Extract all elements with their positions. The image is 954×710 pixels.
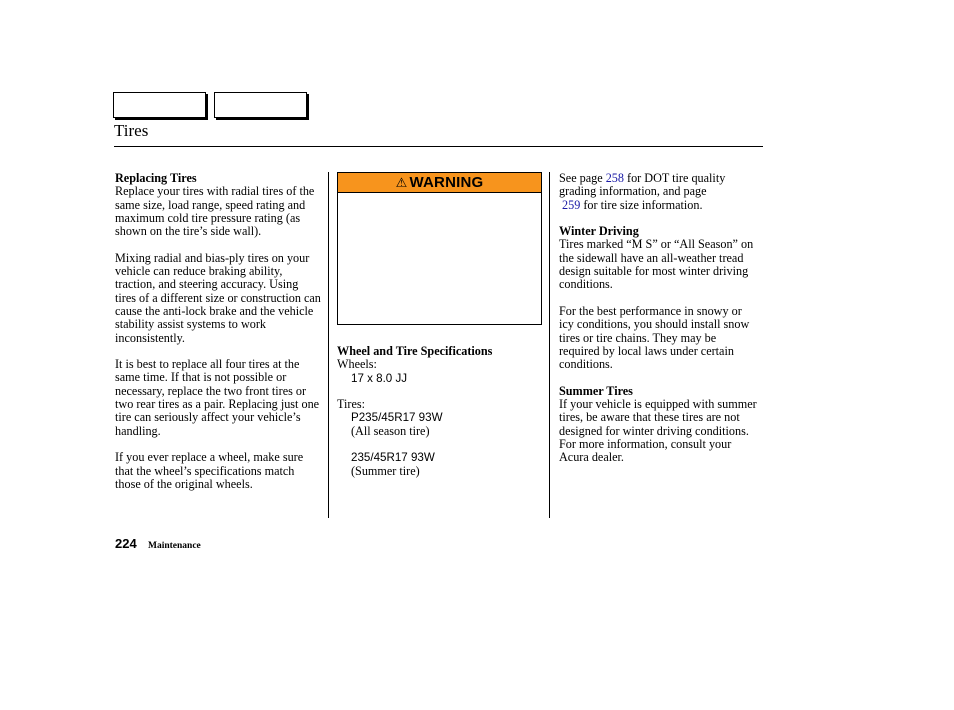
replacing-tires-paragraph-4: If you ever replace a wheel, make sure that the wheel’s specifications match those of the original wheels. xyxy=(115,450,304,491)
tires-label: Tires: xyxy=(337,397,365,412)
column-middle xyxy=(337,172,542,478)
column-right xyxy=(559,172,759,478)
nav-tab-1[interactable] xyxy=(113,92,206,118)
nav-tab-2[interactable] xyxy=(214,92,307,118)
page-259-link[interactable]: 259 xyxy=(562,197,581,212)
page-258-link[interactable]: 258 xyxy=(605,171,624,185)
page-number: 224 xyxy=(115,536,137,551)
warning-bar xyxy=(338,173,541,193)
replacing-tires-paragraph-3: It is best to replace all four tires at the same time. If that is not possible or necessary, replace the two front tires or two rear tires as a pair. Replacing just one tire can seriously affect your vehicle’s handling. xyxy=(115,357,320,438)
column-divider-2 xyxy=(549,172,550,518)
replacing-tires-heading: Replacing Tires xyxy=(115,171,197,185)
column-divider-1 xyxy=(328,172,329,518)
wheels-label: Wheels: xyxy=(337,357,377,372)
tire-all-season-note: (All season tire) xyxy=(351,423,430,438)
section-name: Maintenance xyxy=(148,541,201,551)
column-left xyxy=(115,172,322,504)
tire-summer-note: (Summer tire) xyxy=(351,463,420,478)
warning-box xyxy=(337,172,542,325)
see-page-paragraph: See page 258 for DOT tire quality grading information, and page 259 for tire size information. xyxy=(559,171,726,212)
tire-summer-value: 235/45R17 93W xyxy=(351,451,435,465)
page-title: Tires xyxy=(114,121,149,140)
summer-tires-paragraph: If your vehicle is equipped with summer tires, be aware that these tires are not designed for winter driving conditions. For more information, consult your Acura dealer. xyxy=(559,397,757,465)
winter-driving-paragraph-2: For the best performance in snowy or icy conditions, you should install snow tires or tire chains. They may be required by local laws under certain conditions. xyxy=(559,303,750,372)
title-rule xyxy=(114,146,763,147)
summer-tires-heading: Summer Tires xyxy=(559,383,633,398)
winter-driving-heading: Winter Driving xyxy=(559,224,639,239)
warning-triangle-icon: ⚠ xyxy=(395,174,408,190)
replacing-tires-paragraph-1: Replace your tires with radial tires of the same size, load range, speed rating and maximum cold tire pressure rating (as shown on the tire’s side wall). xyxy=(115,184,315,239)
tire-all-season-value: P235/45R17 93W xyxy=(351,411,443,425)
warning-label: WARNING xyxy=(409,173,484,191)
winter-driving-paragraph-1: Tires marked “M S” or “All Season” on the sidewall have an all-weather tread design suitable for most winter driving conditions. xyxy=(559,237,754,292)
replacing-tires-paragraph-2: Mixing radial and bias-ply tires on your vehicle can reduce braking ability, traction, and steering accuracy. Using tires of a different size or construction can cause the anti-lock brake and the vehicle stability assist systems to work inconsistently. xyxy=(115,250,321,345)
wheel-tire-spec-heading: Wheel and Tire Specifications xyxy=(337,344,493,358)
wheels-value: 17 x 8.0 JJ xyxy=(351,371,408,385)
